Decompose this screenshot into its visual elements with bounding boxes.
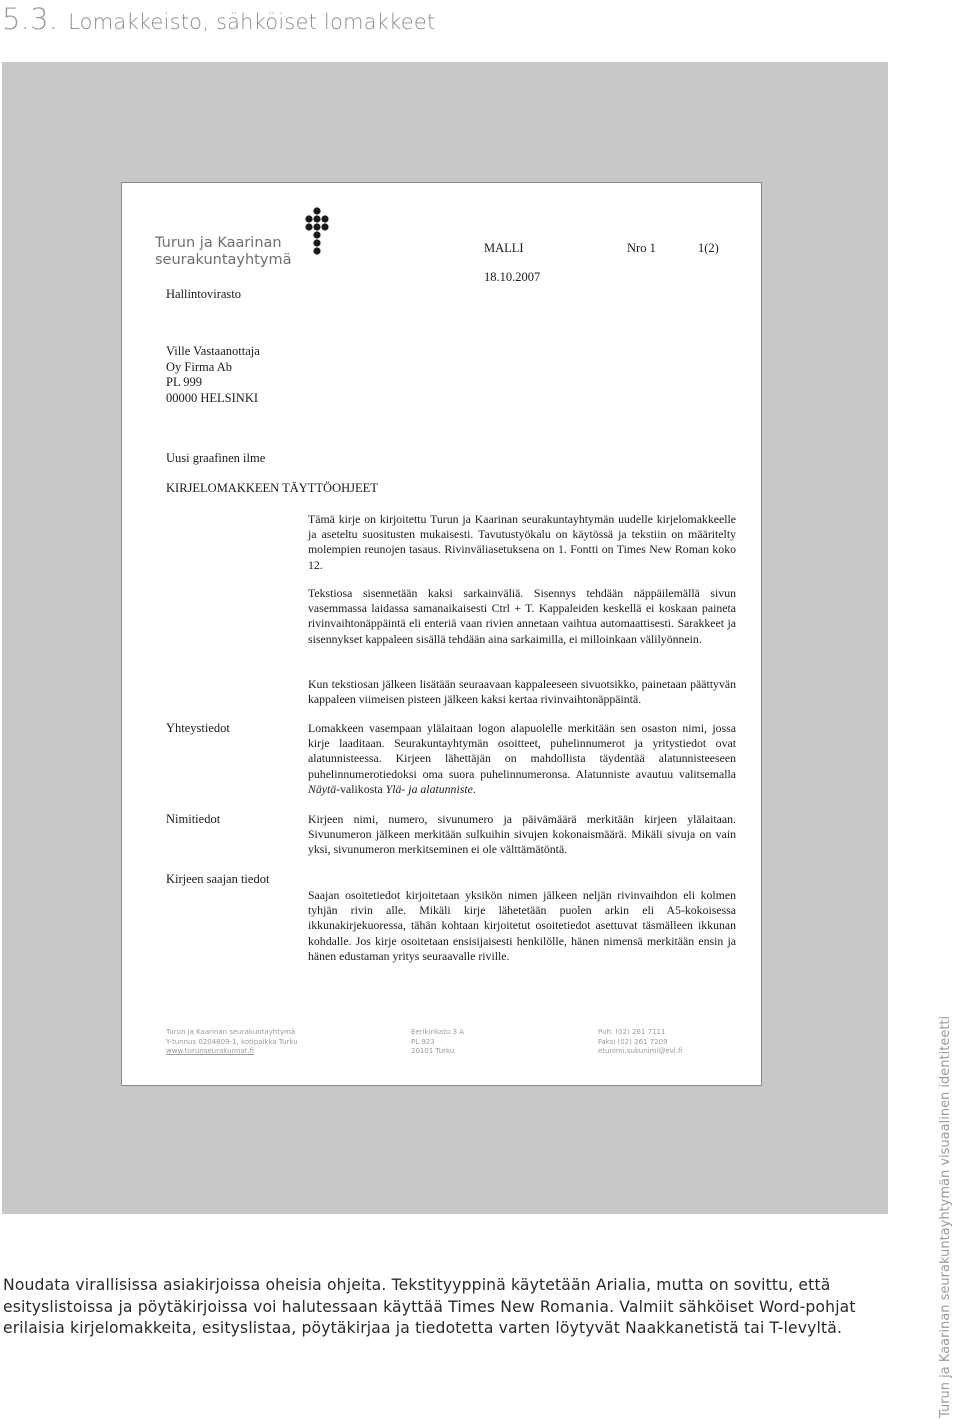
footer-line: Y-tunnus 0204809-1, kotipaikka Turku <box>166 1037 298 1046</box>
section-label: Nimitiedot <box>166 812 221 826</box>
logo-line-2: seurakuntayhtymä <box>155 252 292 268</box>
page-count: 1(2) <box>698 241 719 255</box>
paragraph: Tekstiosa sisennetään kaksi sarkainväliä. Sisennys tehdään näppäilemällä sivun vasemmassa laidassa samanaikaisesti Ctrl + T. Kappaleiden keskellä ei koskaan paineta rivinvaihtonäppäintä eli enteriä vaan rivien annetaan vaihtua automaattisesti. Sarakkeet ja sisennykset kappaleen sisällä tehdään aina sarkaimilla, ei milloinkaan välilyönnein. <box>308 586 736 646</box>
section-text: Saajan osoitetiedot kirjoitetaan yksikön nimen jälkeen neljän rivinvaihdon eli kolmen tyhjän rivin alle. Mikäli kirje lähetetään puolen arkin eli A5-kokoisessa ikkunakirjekuoressa, tähän kohtaan kirjoitetut osoitetiedot asettuvat täsmälleen ikkunan kohdalle. Jos kirje osoitetaan ensisijaisesti henkilölle, hänen nimensä merkitään ensin ja hänen edustaman yritys seuraavalle riville. <box>308 888 736 963</box>
recipient-line: 00000 HELSINKI <box>166 390 259 405</box>
logo <box>155 207 345 277</box>
doc-type: MALLI <box>484 241 524 255</box>
section-text-italic: Näytä <box>308 781 337 796</box>
footer-col-1 <box>166 1028 298 1057</box>
paragraph: Tämä kirje on kirjoitettu Turun ja Kaarinan seurakuntayhtymän uudelle kirjelomakkeelle ja aseteltu suositusten mukaisesti. Tavutustyökalu on käytössä ja tekstiin on määritelty molempien reunojen tasaus. Rivinväliasetuksena on 1. Fontti on Times New Roman koko 12. <box>308 512 736 572</box>
department: Hallintovirasto <box>166 287 241 301</box>
recipient-address <box>166 344 260 406</box>
paragraph: Kun tekstiosan jälkeen lisätään seuraavaan kappaleeseen sivuotsikko, painetaan päättyvän kappaleen viimeisen pisteen jälkeen kaksi kertaa rivinvaihtonäppäintä. <box>308 677 736 707</box>
side-label: Turun ja Kaarinan seurakuntayhtymän visuaalinen identiteetti <box>938 1015 953 1418</box>
section-text-part: . <box>472 781 476 796</box>
section-number: 5.3. <box>2 2 59 36</box>
cross-of-circles-icon <box>302 207 332 263</box>
section-title: Lomakkeisto, sähköiset lomakkeet <box>68 10 436 34</box>
footer-col-3 <box>598 1028 682 1057</box>
section-label: Kirjeen saajan tiedot <box>166 872 270 886</box>
footer-line: etunimi.sukunimi@evl.fi <box>598 1047 683 1055</box>
footer-link: www.turunseurakunnat.fi <box>166 1047 255 1055</box>
section-text: Kirjeen nimi, numero, sivunumero ja päivämäärä merkitään kirjeen ylälaitaan. Sivunumeron jälkeen merkitään sulkuihin sivujen kokonaismäärä. Mikäli sivuja on vain yksi, sivunumeron merkitseminen ei ole välttämätöntä. <box>308 812 736 857</box>
recipient-line: PL 999 <box>166 375 202 389</box>
caption-text: Noudata virallisissa asiakirjoissa oheisia ohjeita. Tekstityyppinä käytetään Arialia, mutta on sovittu, että esityslistoissa ja pöytäkirjoissa voi halutessaan käyttää Times New Romania. Valmiit sähköiset Word-pohjat erilaisia kirjelomakkeita, esityslistaa, pöytäkirjaa ja tiedotetta varten löytyvät Naakkanetistä tai T-levyltä. <box>3 1276 856 1338</box>
subject-line-2: KIRJELOMAKKEEN TÄYTTÖOHJEET <box>166 481 378 495</box>
logo-text <box>155 235 291 269</box>
recipient-line: Oy Firma Ab <box>166 359 232 374</box>
section-text <box>308 721 736 797</box>
footer-col-2 <box>411 1028 464 1057</box>
footer-line: Puh. (02) 261 7111 <box>598 1028 666 1036</box>
section-heading <box>2 2 435 36</box>
footer-line: Turun ja Kaarinan seurakuntayhtymä <box>166 1028 296 1036</box>
subject-line-1: Uusi graafinen ilme <box>166 451 266 465</box>
logo-line-1: Turun ja Kaarinan <box>155 235 282 251</box>
section-text-part: -valikosta <box>336 781 383 796</box>
footer-line: 20101 Turku <box>411 1047 455 1055</box>
footer-line: PL 923 <box>411 1037 435 1046</box>
doc-date: 18.10.2007 <box>484 270 541 284</box>
footer-line: Eerikinkatu 3 A <box>411 1028 465 1036</box>
recipient-line: Ville Vastaanottaja <box>166 344 260 358</box>
section-label: Yhteystiedot <box>166 721 230 735</box>
section-text-part: Lomakkeen vasempaan ylälaitaan logon alapuolelle merkitään sen osaston nimi, jossa kirje laaditaan. Seurakuntayhtymän osoitteet, puhelinnumerot ja yritystiedot ovat alatunnisteessa. Kirjeen lähettäjän on mahdollista täydentää alatunnisteeseen puhelinnumerotiedoksi oma suora puhelinnumeronsa. Alatunniste avautuu valitsemalla <box>308 721 736 781</box>
footer-line: Faksi (02) 261 7209 <box>598 1037 668 1046</box>
doc-number: Nro 1 <box>627 241 656 255</box>
section-text-italic: Ylä- ja alatunniste <box>385 781 473 796</box>
letter-sample <box>122 183 761 1085</box>
